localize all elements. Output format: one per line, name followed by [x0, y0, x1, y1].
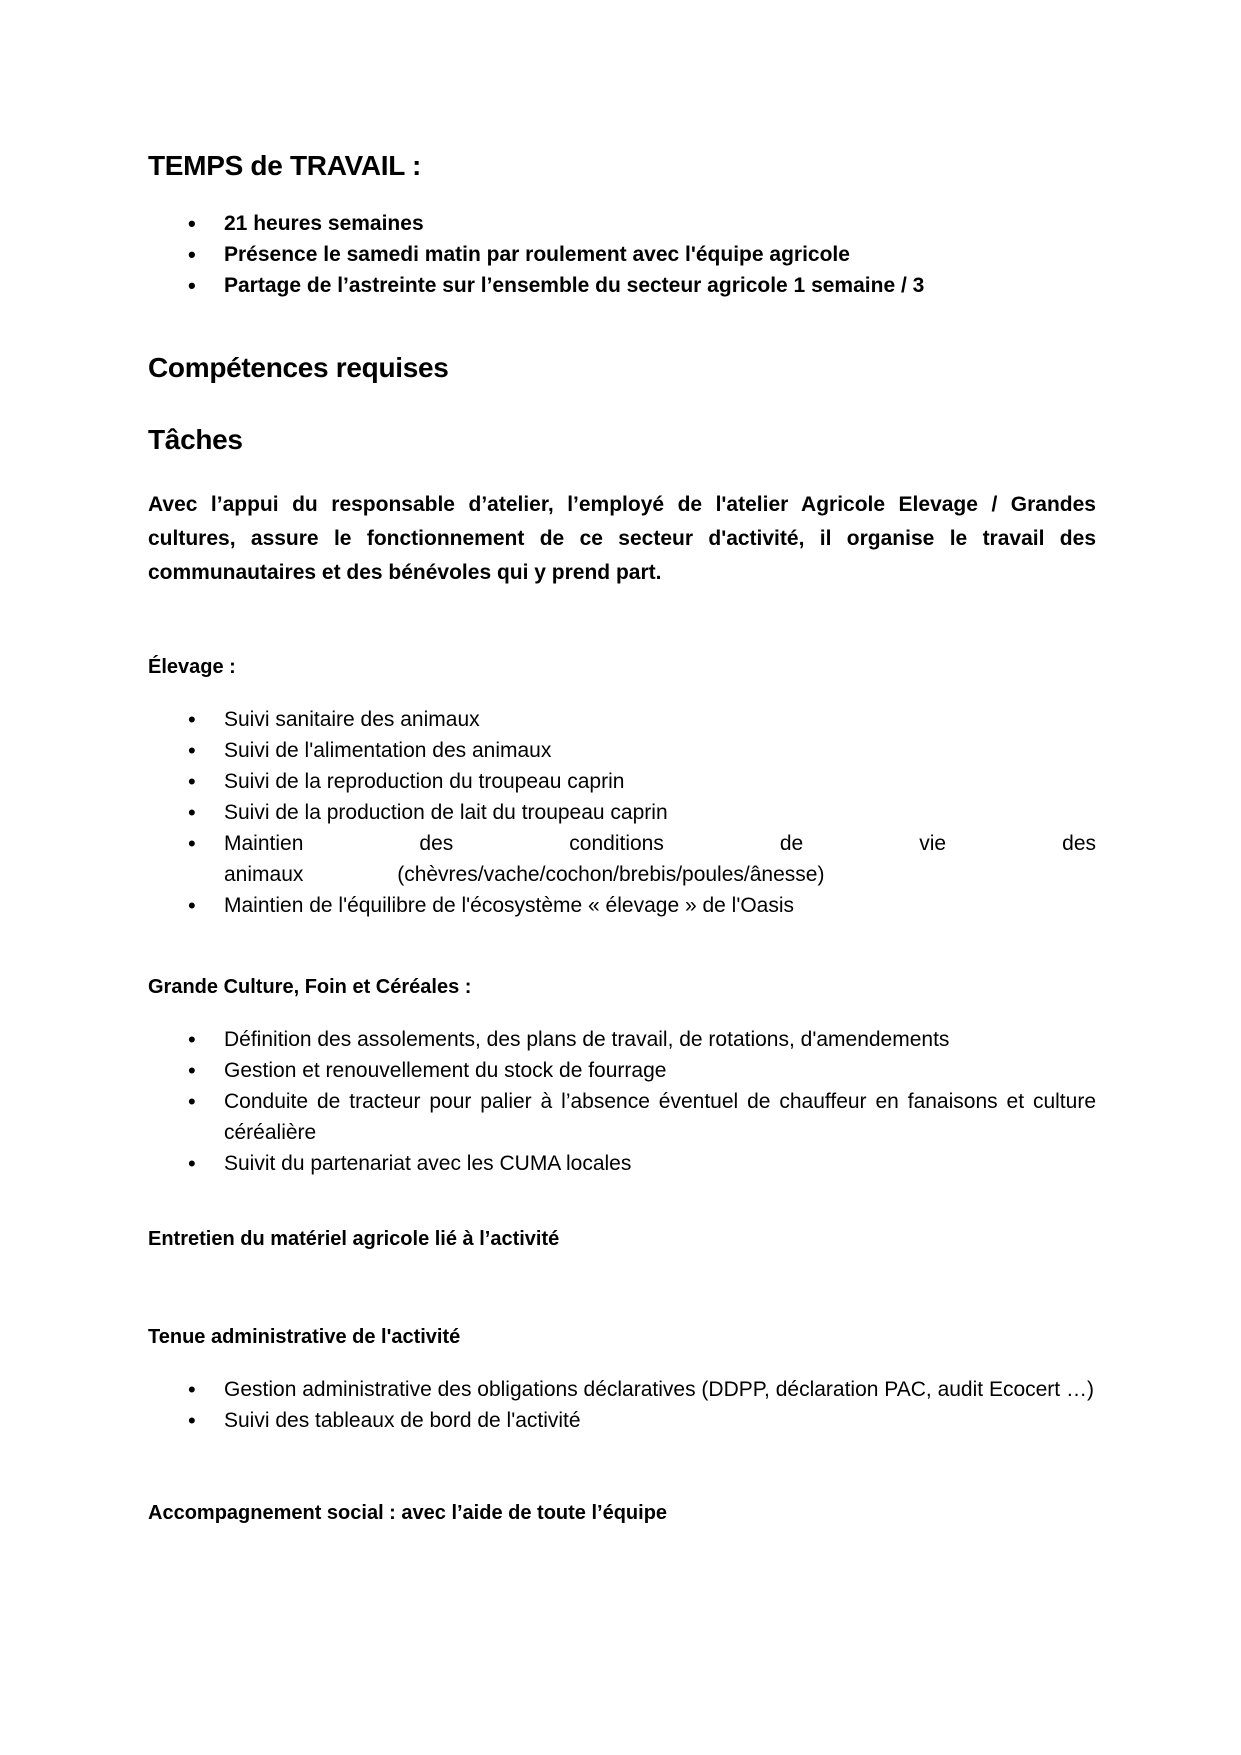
list-item: • 21 heures semaines [148, 208, 1096, 239]
list-item: • Gestion et renouvellement du stock de fourrage [148, 1055, 1096, 1086]
tenue-admin-list [148, 1374, 1096, 1436]
list-item: • Conduite de tracteur pour palier à l’absence éventuel de chauffeur en fanaisons et culture céréalière [148, 1086, 1096, 1148]
heading-temps-travail: TEMPS de TRAVAIL : [148, 150, 422, 181]
list-item: • Partage de l’astreinte sur l’ensemble du secteur agricole 1 semaine / 3 [148, 270, 1096, 301]
list-item: • Suivi de la reproduction du troupeau caprin [148, 766, 1096, 797]
heading-grande-culture: Grande Culture, Foin et Céréales : [148, 976, 472, 998]
list-item: • Suivit du partenariat avec les CUMA locales [148, 1148, 1096, 1179]
taches-intro-paragraph: Avec l’appui du responsable d’atelier, l’employé de l'atelier Agricole Elevage / Grandes cultures, assure le fonctionnement de ce secteur d'activité, il organise le travail des communautaires et des bénévoles qui y prend part. [148, 493, 1096, 584]
temps-travail-list [148, 208, 1096, 301]
heading-elevage: Élevage : [148, 656, 236, 678]
list-item: • Suivi des tableaux de bord de l'activité [148, 1405, 1096, 1436]
list-item: • Maintien des conditions de vie des animaux (chèvres/vache/cochon/brebis/poules/ânesse) [148, 828, 1096, 890]
list-item: • Suivi sanitaire des animaux [148, 704, 1096, 735]
elevage-list [148, 704, 1096, 921]
list-item: • Suivi de la production de lait du troupeau caprin [148, 797, 1096, 828]
heading-tenue-admin: Tenue administrative de l'activité [148, 1326, 461, 1348]
list-item: • Présence le samedi matin par roulement avec l'équipe agricole [148, 239, 1096, 270]
list-item: • Maintien de l'équilibre de l'écosystème « élevage » de l'Oasis [148, 890, 1096, 921]
heading-competences: Compétences requises [148, 352, 449, 383]
heading-taches: Tâches [148, 424, 243, 455]
list-item: • Définition des assolements, des plans de travail, de rotations, d'amendements [148, 1024, 1096, 1055]
heading-accompagnement: Accompagnement social : avec l’aide de toute l’équipe [148, 1502, 668, 1524]
heading-entretien: Entretien du matériel agricole lié à l’activité [148, 1228, 560, 1250]
grande-culture-list [148, 1024, 1096, 1179]
list-item: • Gestion administrative des obligations déclaratives (DDPP, déclaration PAC, audit Ecocert …) [148, 1374, 1096, 1405]
list-item: • Suivi de l'alimentation des animaux [148, 735, 1096, 766]
